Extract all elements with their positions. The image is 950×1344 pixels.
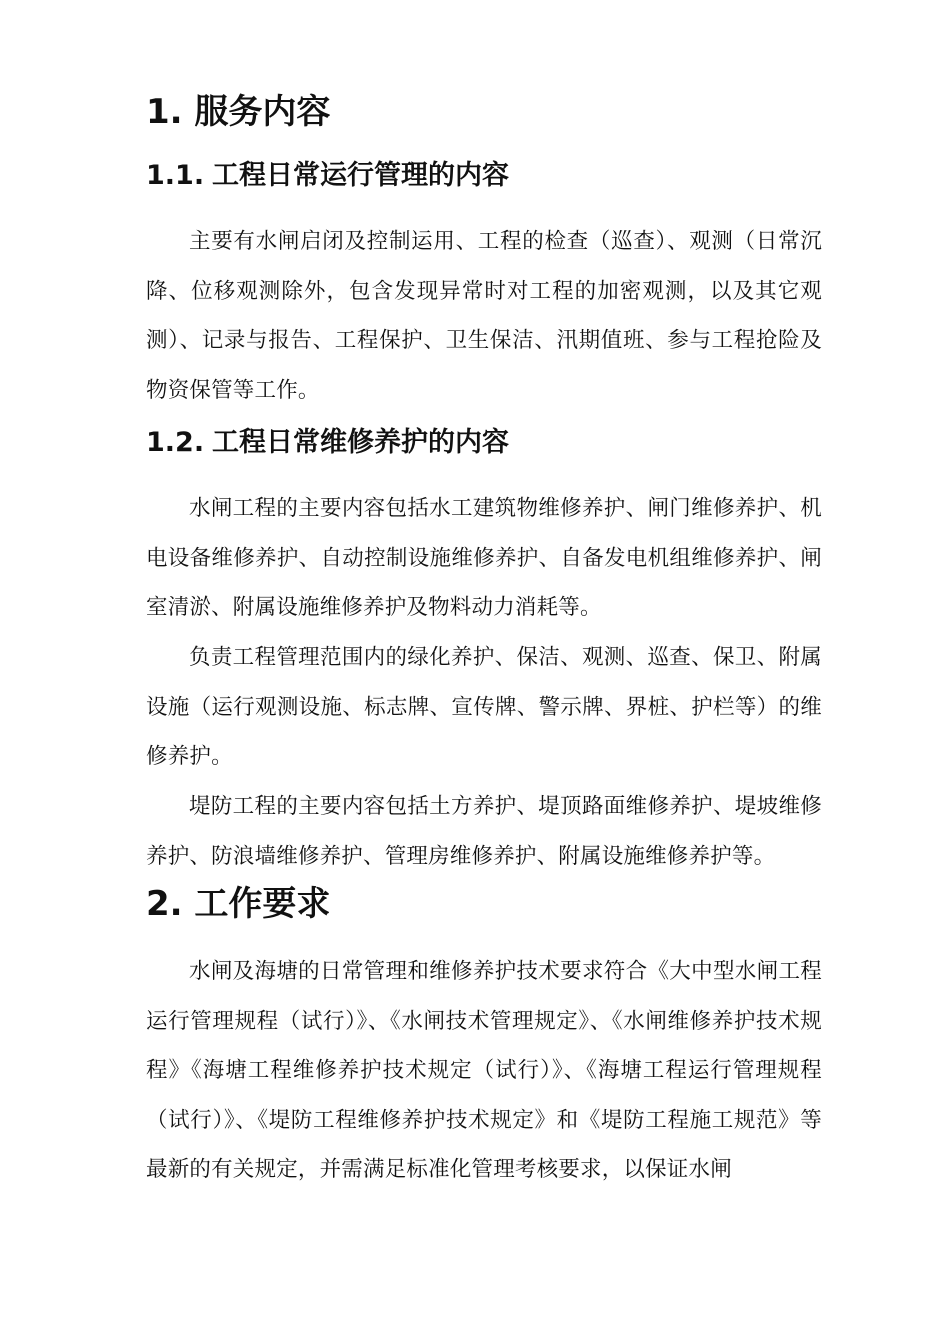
section-1-2-heading [146,426,509,460]
paragraph-work-requirements: 水闸及海塘的日常管理和维修养护技术要求符合《大中型水闸工程运行管理规程（试行）》、《水闸技术管理规定》、《水闸维修养护技术规程》《海塘工程维修养护技术规定（试行）》、《海塘工程运行管理规程（试行）》、《堤防工程维修养护技术规定》和《堤防工程施工规范》等最新的有关规定，并需满足标准化管理考核要求，以保证水闸 [146,959,822,1182]
section-1-1-number: 1.1. [146,160,205,191]
section-1-1-heading [146,159,509,193]
section-2-heading: 2. 工作要求 [146,884,331,924]
paragraph-sluice-maintenance: 水闸工程的主要内容包括水工建筑物维修养护、闸门维修养护、机电设备维修养护、自动控制设施维修养护、自备发电机组维修养护、闸室清淤、附属设施维修养护及物料动力消耗等。 [146,496,822,620]
section-1-1-title: 工程日常运行管理的内容 [212,160,509,191]
section-1-2-number: 1.2. [146,427,205,458]
section-1-2-title: 工程日常维修养护的内容 [212,427,509,458]
paragraph-operation-content: 主要有水闸启闭及控制运用、工程的检查（巡查）、观测（日常沉降、位移观测除外，包含发现异常时对工程的加密观测，以及其它观测）、记录与报告、工程保护、卫生保洁、汛期值班、参与工程抢险及物资保管等工作。 [146,229,822,403]
paragraph-greening-maintenance: 负责工程管理范围内的绿化养护、保洁、观测、巡查、保卫、附属设施（运行观测设施、标志牌、宣传牌、警示牌、界桩、护栏等）的维修养护。 [146,645,822,769]
section-1-heading: 1. 服务内容 [146,92,331,132]
paragraph-embankment-maintenance: 堤防工程的主要内容包括土方养护、堤顶路面维修养护、堤坡维修养护、防浪墙维修养护、管理房维修养护、附属设施维修养护等。 [146,794,822,869]
